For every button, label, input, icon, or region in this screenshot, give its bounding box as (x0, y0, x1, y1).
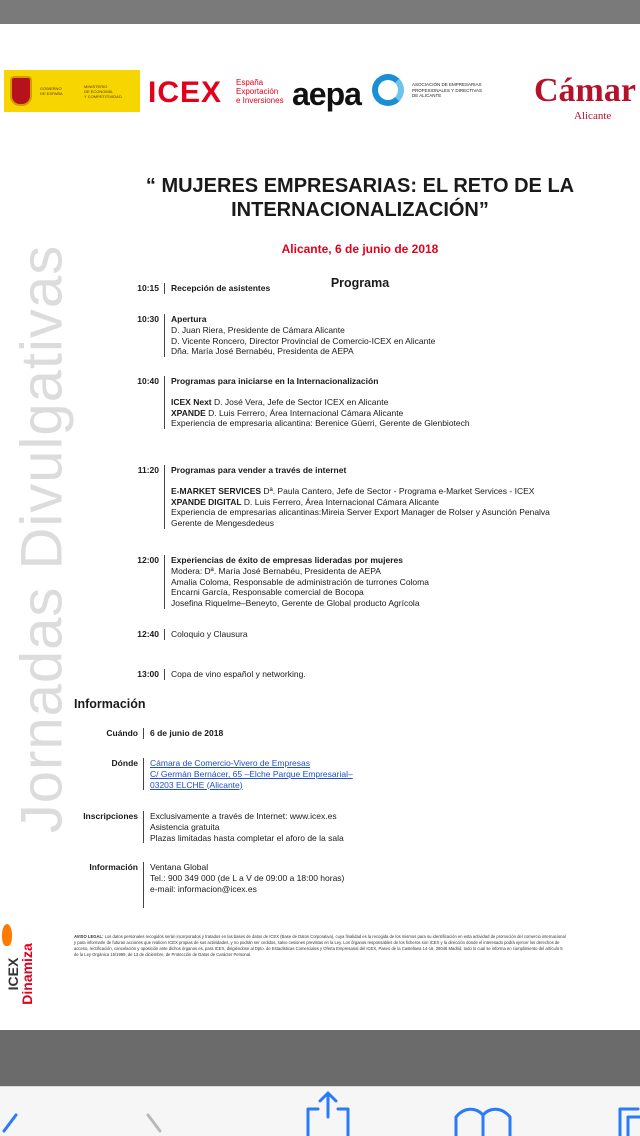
program-time: 12:00 (137, 555, 159, 565)
share-icon[interactable] (298, 1087, 358, 1136)
icex-logo-subtitle: España Exportación e Inversiones (236, 78, 284, 105)
info-value: 6 de junio de 2018 (143, 728, 614, 739)
info-label: Cuándo (106, 728, 138, 738)
back-icon[interactable] (0, 1087, 40, 1136)
program-row-1015 (128, 283, 628, 294)
info-label: Dónde (111, 758, 138, 768)
program-row-1040: 10:40 Programas para iniciarse en la Internacionalización ICEX Next D. José Vera, Jefe de Sector ICEX en Alicante XPANDE D. Luis Ferrero, Área Internacional Cámara Alicante Experiencia de empresaria alicantina: Berenice Güerri, Gerente de Glenbiotech (128, 376, 628, 429)
tabs-icon[interactable] (604, 1087, 640, 1136)
program-time: 13:00 (137, 669, 159, 679)
side-watermark: Jornadas Divulgativas (9, 244, 75, 834)
programa-heading: Programa (330, 276, 390, 290)
program-title: Copa de vino español y networking. (171, 669, 306, 679)
page-separator (0, 1030, 640, 1086)
program-title: Coloquio y Clausura (171, 629, 248, 639)
top-status-bar (0, 0, 640, 24)
camara-logo: Cámar (534, 72, 636, 109)
program-title: Apertura (171, 314, 207, 324)
info-row-donde (74, 758, 614, 790)
program-row-1240 (128, 629, 628, 640)
program-row-1120: 11:20 Programas para vender a través de internet E-MARKET SERVICES Dª. Paula Cantero, Jefe de Sector - Programa e-Market Services - ICEX XPANDE DIGITAL D. Luis Ferrero, Área Internacional Cámara Alicante Experiencia de empresarias alicantinas:Mireia Server Export Manager de Rolser y Asunción Penalva Gerente de Mengesdedeus (128, 465, 628, 529)
bookmarks-icon[interactable] (448, 1087, 518, 1136)
program-row-1030: 10:30 Apertura D. Juan Riera, Presidente de Cámara Alicante D. Vicente Roncero, Director Provincial de Comercio-ICEX en Alicante Dña. María José Bernabéu, Presidenta de AEPA (128, 314, 628, 357)
document-title: “ MUJERES EMPRESARIAS: EL RETO DE LA INTERNACIONALIZACIÓN” (145, 175, 575, 221)
aepa-ring-icon (372, 74, 404, 106)
icex-dinamiza-logo: ICEX Dinamiza (5, 943, 35, 1005)
legal-notice: AVISO LEGAL: Los datos personales recogidos serán incorporados y tratados en las bases de datos de ICEX (Base de Datos Corporativa), cuya finalidad es la recogida de los mismos para su identificación en esta actividad de promoción del comercio internacional y para informarle de futuras acciones que realicen ICEX propias de sus actividades, y no podrán ser cedidos, salvo cesiones previstas en la Ley. Los órganos responsables de los ficheros son ICEX y la dirección donde el interesado podrá ejercer los derechos de acceso, rectificación, cancelación y oposición ante dichos órganos es, para ICEX, dirigiéndose al Dpto. de Estadísticas Comerciales y Oferta Empresarial del ICEX, Paseo de la Castellana 14-16, 28046 Madrid, todo lo cual se informa en cumplimiento del artículo 5 de la Ley Orgánica 15/1999, de 13 de diciembre, de Protección de Datos de Carácter Personal. (74, 934, 566, 957)
program-title: Programas para vender a través de internet (171, 465, 347, 475)
program-time: 10:30 (137, 314, 159, 324)
program-time: 11:20 (137, 465, 159, 475)
program-title: Recepción de asistentes (171, 283, 271, 293)
program-title: Programas para iniciarse en la Internacionalización (171, 376, 379, 386)
info-label: Información (89, 862, 138, 872)
program-time: 10:40 (137, 376, 159, 386)
program-row-1300 (128, 669, 628, 680)
camara-logo-subtitle: Alicante (574, 110, 612, 122)
browser-toolbar (0, 1086, 640, 1136)
gobierno-espana-logo: GOBIERNO DE ESPAÑA MINISTERIO DE ECONOMÍA Y COMPETITIVIDAD (4, 70, 140, 112)
program-title: Experiencias de éxito de empresas lideradas por mujeres (171, 555, 403, 565)
coat-of-arms-icon (10, 76, 32, 106)
address-link[interactable]: 03203 ELCHE (Alicante) (150, 779, 243, 790)
aepa-logo-subtitle: ASOCIACIÓN DE EMPRESARIAS PROFESIONALES Y DIRECTIVAS DE ALICANTE (412, 82, 483, 98)
program-row-1200: 12:00 Experiencias de éxito de empresas lideradas por mujeres Modera: Dª. María José Bernabéu, Presidenta de AEPA Amalia Coloma, Responsable de administración de turrones Coloma Encarni García, Responsable comercial de Bocopa Josefina Riquelme–Beneyto, Gerente de Global producto Agrícola (128, 555, 628, 609)
forward-icon[interactable] (140, 1087, 180, 1136)
info-row-cuando (74, 728, 614, 739)
aepa-logo: aepa (292, 76, 361, 112)
program-time: 12:40 (137, 629, 159, 639)
info-row-inscripciones: Inscripciones Exclusivamente a través de Internet: www.icex.es Asistencia gratuita Plazas limitadas hasta completar el aforo de la sala (74, 811, 614, 843)
info-label: Inscripciones (83, 811, 138, 821)
icex-logo: ICEX (148, 76, 223, 109)
address-link[interactable]: Cámara de Comercio-Vivero de Empresas (150, 758, 310, 768)
document-page (0, 24, 640, 1030)
address-link[interactable]: C/ Germán Bernácer, 65 –Elche Parque Empresarial– (150, 768, 353, 779)
event-date: Alicante, 6 de junio de 2018 (281, 242, 439, 256)
logo-strip (0, 70, 640, 122)
info-row-informacion: Información Ventana Global Tel.: 900 349 000 (de L a V de 09:00 a 18:00 horas) e-mail: informacion@icex.es (74, 862, 614, 908)
info-heading: Información (74, 697, 146, 711)
program-time: 10:15 (137, 283, 159, 293)
